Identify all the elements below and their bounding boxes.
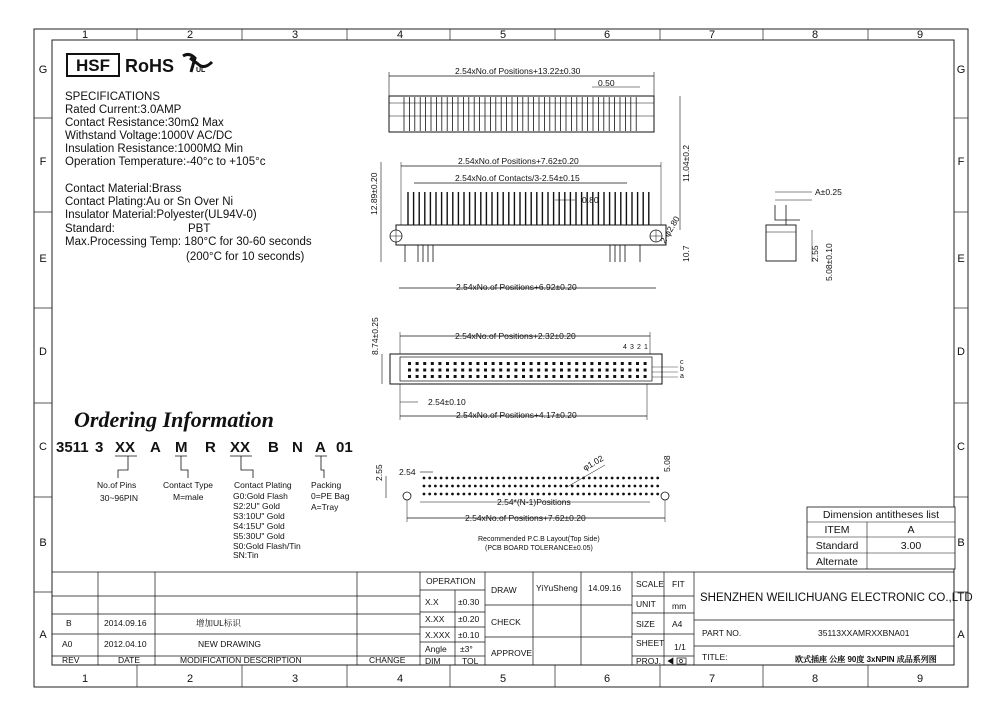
svg-text:UL: UL — [196, 67, 206, 74]
zone-row-letter: G — [956, 64, 966, 76]
ordering-block — [56, 407, 353, 560]
svg-text:PROJ.: PROJ. — [636, 656, 662, 666]
svg-text:30~96PIN: 30~96PIN — [100, 493, 139, 503]
dim-label: 2.54xNo.of Positions+7.62±0.20 — [458, 156, 579, 166]
code-part: 01 — [336, 439, 353, 456]
zone-row-letter: G — [38, 64, 48, 76]
hsf-logo — [67, 54, 119, 76]
spec-line: Standard: — [65, 223, 115, 235]
svg-text:S4:15U" Gold: S4:15U" Gold — [233, 521, 285, 531]
spec-line: Insulation Resistance:1000MΩ Min — [65, 143, 243, 155]
spec-heading: SPECIFICATIONS — [65, 91, 160, 103]
svg-text:Angle: Angle — [425, 644, 447, 654]
code-part: R — [205, 439, 216, 456]
spec-line: Contact Resistance:30mΩ Max — [65, 117, 224, 129]
spec-line: Contact Material:Brass — [65, 183, 182, 195]
pcb-note: Recommended P.C.B Layout(Top Side) — [478, 536, 600, 543]
zone-col-number: 6 — [603, 29, 611, 41]
dim-label: 8.74±0.25 — [370, 317, 380, 355]
svg-text:TOL: TOL — [462, 656, 479, 666]
svg-text:X.XX: X.XX — [425, 614, 445, 624]
dim-label: 2.54xNo.of Positions+13.22±0.30 — [455, 66, 581, 76]
zone-col-number: 3 — [291, 673, 299, 685]
dim-label: 2.54xNo.of Positions+6.92±0.20 — [456, 282, 577, 292]
antitheses-title: Dimension antitheses list — [822, 509, 940, 521]
code-part: 3511 — [56, 439, 89, 456]
dim-label: 10.7 — [681, 245, 691, 262]
svg-text:CHECK: CHECK — [491, 617, 521, 627]
zone-col-number: 5 — [499, 673, 507, 685]
spec-line: Operation Temperature:-40°c to +105°c — [65, 156, 266, 168]
code-part: M — [175, 439, 188, 456]
svg-text:APPROVE: APPROVE — [491, 648, 533, 658]
dim-label: 2.55 — [374, 464, 384, 481]
dim-label: 2.54xNo.of Positions+7.62±0.20 — [465, 513, 586, 523]
svg-text:DRAW: DRAW — [491, 585, 517, 595]
code-part: B — [268, 439, 279, 456]
zone-row-letter: D — [957, 346, 965, 358]
dim-label: 11.04±0.2 — [681, 144, 691, 182]
svg-text:PART NO.: PART NO. — [702, 628, 742, 638]
svg-text:a: a — [680, 373, 684, 380]
svg-text:G0:Gold Flash: G0:Gold Flash — [233, 491, 288, 501]
code-part: XX — [115, 439, 136, 456]
zone-row-letter: E — [957, 253, 965, 265]
zone-col-number: 9 — [916, 29, 924, 41]
dim-label: 2.54 — [399, 467, 416, 477]
zone-col-number: 5 — [499, 29, 507, 41]
dim-label: 5.08±0.10 — [824, 243, 834, 281]
svg-text:SHEET: SHEET — [636, 638, 665, 648]
svg-text:DIM: DIM — [425, 656, 441, 666]
svg-text:Contact Plating: Contact Plating — [234, 480, 292, 490]
connector-top-view — [389, 66, 691, 230]
specifications-block — [65, 91, 312, 263]
zone-row-letter: A — [957, 629, 965, 641]
dim-label: 12.89±0.20 — [369, 172, 379, 215]
svg-text:3: 3 — [630, 344, 634, 351]
svg-text:1/1: 1/1 — [674, 642, 686, 652]
dim-label: 0.50 — [598, 78, 615, 88]
zone-col-number: 3 — [291, 29, 299, 41]
svg-text:REV: REV — [62, 655, 80, 665]
zone-col-number: 7 — [708, 673, 716, 685]
svg-text:OPERATION: OPERATION — [426, 576, 476, 586]
zone-col-number: 6 — [603, 673, 611, 685]
svg-text:SIZE: SIZE — [636, 619, 655, 629]
svg-text:4: 4 — [623, 344, 627, 351]
svg-text:YiYuSheng: YiYuSheng — [536, 583, 578, 593]
svg-text:X.X: X.X — [425, 597, 439, 607]
dim-label: A±0.25 — [815, 187, 842, 197]
zone-row-letter: B — [957, 537, 965, 549]
svg-text:A0: A0 — [62, 639, 73, 649]
svg-text:±0.10: ±0.10 — [458, 630, 480, 640]
spec-line: Max.Processing Temp: 180°C for 30-60 seconds — [65, 236, 312, 248]
zone-col-number: 2 — [186, 29, 194, 41]
zone-row-letter: C — [39, 441, 47, 453]
svg-text:增加UL标识: 增加UL标识 — [196, 618, 241, 628]
svg-text:S0:Gold Flash/Tin: S0:Gold Flash/Tin — [233, 541, 301, 551]
zone-col-number: 1 — [81, 29, 89, 41]
dim-label: 2.54xNo.of Contacts/3-2.54±0.15 — [455, 173, 580, 183]
svg-text:MODIFICATION DESCRIPTION: MODIFICATION DESCRIPTION — [180, 655, 302, 665]
svg-text:HSF: HSF — [76, 56, 110, 75]
ul-logo — [183, 54, 212, 74]
svg-text:X.XXX: X.XXX — [425, 630, 451, 640]
svg-text:S2:2U" Gold: S2:2U" Gold — [233, 501, 280, 511]
svg-text:±0.30: ±0.30 — [458, 597, 480, 607]
pcb-layout — [374, 453, 672, 552]
svg-text:SCALE: SCALE — [636, 579, 664, 589]
svg-text:DATE: DATE — [118, 655, 141, 665]
svg-text:2014.09.16: 2014.09.16 — [104, 618, 147, 628]
svg-text:Packing: Packing — [311, 480, 342, 490]
zone-row-letter: A — [39, 629, 47, 641]
drawing-title: 欧式插座 公座 90度 3xNPIN 成品系列图 — [795, 655, 937, 664]
svg-text:No.of Pins: No.of Pins — [97, 480, 137, 490]
svg-text:A4: A4 — [672, 619, 683, 629]
svg-text:NEW DRAWING: NEW DRAWING — [198, 639, 261, 649]
pcb-tolerance: (PCB BOARD TOLERANCE±0.05) — [485, 545, 593, 552]
spec-line: Contact Plating:Au or Sn Over Ni — [65, 196, 234, 208]
zone-col-number: 8 — [811, 673, 819, 685]
svg-text:0=PE Bag: 0=PE Bag — [311, 491, 350, 501]
svg-text:c: c — [680, 359, 684, 366]
zone-row-letter: C — [957, 441, 965, 453]
zone-row-letter: F — [957, 156, 965, 168]
svg-text:b: b — [680, 366, 684, 373]
antitheses-table — [807, 507, 955, 569]
svg-text:SN:Tin: SN:Tin — [233, 550, 259, 560]
dim-label: 5.08 — [662, 455, 672, 472]
connector-side-view — [369, 156, 691, 292]
dim-label: 2.54xNo.of Positions+4.17±0.20 — [456, 410, 577, 420]
zone-row-letter: D — [39, 346, 47, 358]
company-name: SHENZHEN WEILICHUANG ELECTRONIC CO.,LTD — [700, 592, 973, 604]
svg-text:FIT: FIT — [672, 579, 685, 589]
projection-symbol-icon — [668, 658, 686, 664]
dim-label: φ1.02 — [581, 453, 606, 473]
dim-label: 2.54*(N-1)Positions — [497, 497, 571, 507]
dim-label: 2.55 — [810, 245, 820, 262]
dim-label: 2.54±0.10 — [428, 397, 466, 407]
svg-text:B: B — [66, 618, 72, 628]
zone-col-number: 1 — [81, 673, 89, 685]
svg-text:UNIT: UNIT — [636, 599, 656, 609]
zone-col-number: 4 — [396, 673, 404, 685]
svg-text:2: 2 — [637, 344, 641, 351]
svg-text:1: 1 — [644, 344, 648, 351]
svg-text:Alternate: Alternate — [815, 556, 859, 568]
spec-line: (200°C for 10 seconds) — [186, 251, 305, 263]
dim-label: 2.54xNo.of Positions+2.32±0.20 — [455, 331, 576, 341]
svg-text:3.00: 3.00 — [900, 540, 922, 552]
spec-line: Insulator Material:Polyester(UL94V-0) — [65, 209, 257, 221]
svg-text:A: A — [907, 524, 915, 536]
zone-row-letter: B — [39, 537, 47, 549]
dim-label: 0.80 — [582, 195, 599, 205]
part-number: 35113XXAMRXXBNA01 — [818, 628, 910, 638]
dim-label: 2-φ2.80 — [658, 214, 682, 245]
svg-text:±3°: ±3° — [460, 644, 473, 654]
zone-col-number: 4 — [396, 29, 404, 41]
zone-col-number: 8 — [811, 29, 819, 41]
svg-text:Standard: Standard — [815, 540, 859, 552]
zone-row-letter: E — [39, 253, 47, 265]
svg-text:S3:10U" Gold: S3:10U" Gold — [233, 511, 285, 521]
svg-text:TITLE:: TITLE: — [702, 652, 728, 662]
rohs-logo: RoHS — [125, 56, 174, 76]
spec-line: Withstand Voltage:1000V AC/DC — [65, 130, 233, 142]
svg-text:2012.04.10: 2012.04.10 — [104, 639, 147, 649]
zone-col-number: 9 — [916, 673, 924, 685]
zone-col-number: 2 — [186, 673, 194, 685]
ordering-title: Ordering Information — [74, 407, 274, 432]
code-part: XX — [230, 439, 251, 456]
zone-col-number: 7 — [708, 29, 716, 41]
spec-standard-value: PBT — [188, 223, 211, 235]
code-part: N — [292, 439, 303, 456]
spec-line: Rated Current:3.0AMP — [65, 104, 182, 116]
svg-text:14.09.16: 14.09.16 — [588, 583, 622, 593]
svg-text:CHANGE: CHANGE — [369, 655, 406, 665]
svg-text:M=male: M=male — [173, 492, 204, 502]
svg-text:Contact Type: Contact Type — [163, 480, 213, 490]
svg-text:S5:30U" Gold: S5:30U" Gold — [233, 531, 285, 541]
title-block-text — [62, 576, 973, 666]
contact-detail-view — [766, 187, 842, 281]
svg-text:mm: mm — [672, 601, 687, 611]
zone-row-letter: F — [39, 156, 47, 168]
svg-text:A=Tray: A=Tray — [311, 502, 339, 512]
code-part: A — [315, 439, 326, 456]
svg-text:ITEM: ITEM — [824, 524, 850, 536]
code-part: A — [150, 439, 161, 456]
svg-text:±0.20: ±0.20 — [458, 614, 480, 624]
code-part: 3 — [95, 439, 104, 456]
connector-front-view — [370, 317, 684, 420]
